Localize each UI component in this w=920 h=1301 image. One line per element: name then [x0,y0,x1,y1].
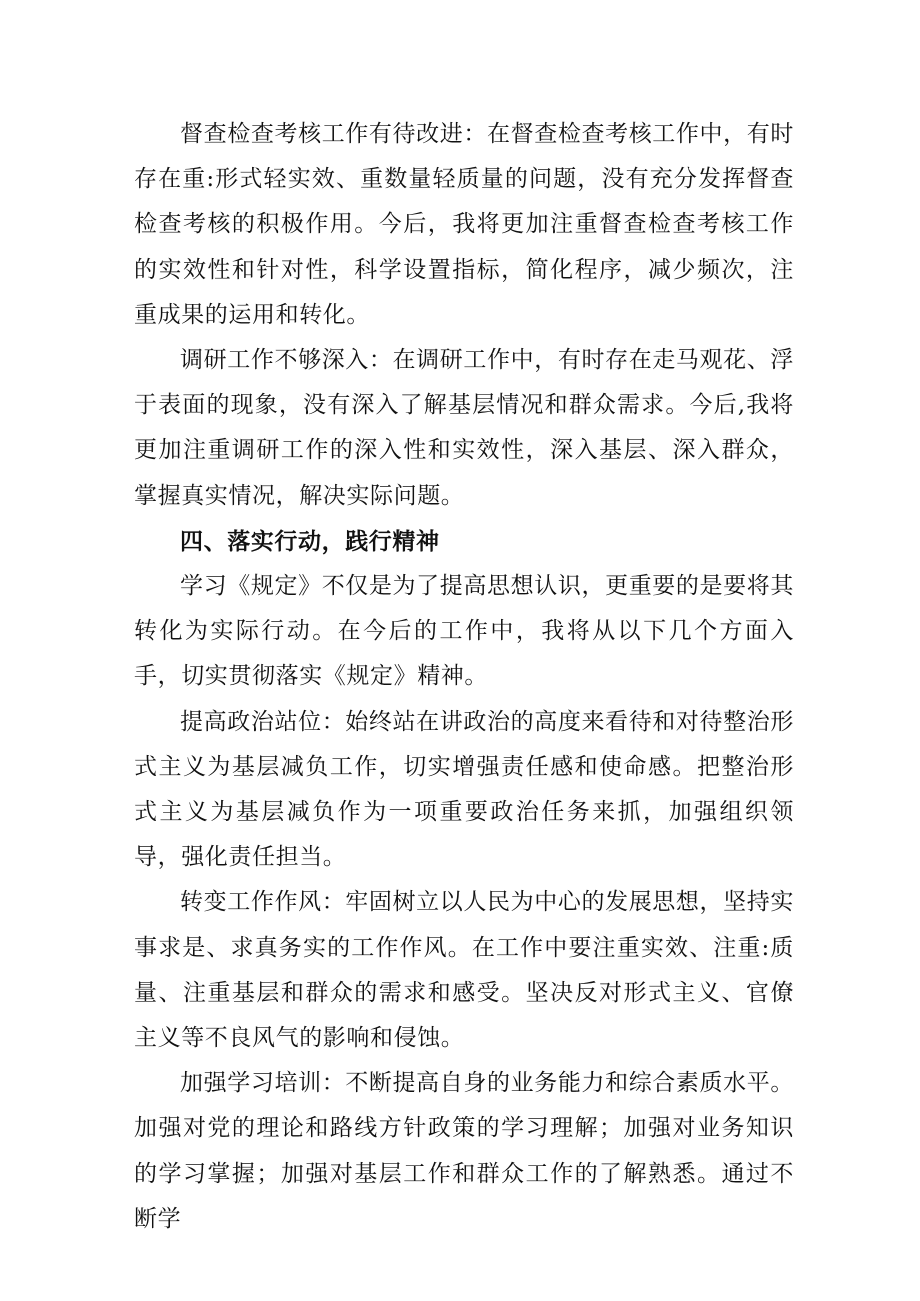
paragraph-work-style: 转变工作作风：牢固树立以人民为中心的发展思想，坚持实事求是、求真务实的工作作风。在工作中要注重实效、注重:质量、注重基层和群众的需求和感受。坚决反对形式主义、官僚主义等不良风气的影响和侵蚀。 [134,889,794,1052]
document-body [134,112,794,1242]
paragraph-research-work: 调研工作不够深入：在调研工作中，有时存在走马观花、浮于表面的现象，没有深入了解基层情况和群众需求。今后,我将更加注重调研工作的深入性和实效性，深入基层、深入群众，掌握真实情况，解决实际问题。 [134,347,794,509]
paragraph-supervision-inspection: 督查检查考核工作有待改进：在督查检查考核工作中，有时存在重:形式轻实效、重数量轻质量的问题，没有充分发挥督查检查考核的积极作用。今后，我将更加注重督查检查考核工作的实效性和针对性，科学设置指标，简化程序，减少频次，注重成果的运用和转化。 [134,121,794,328]
paragraph-political-stance: 提高政治站位：始终站在讲政治的高度来看待和对待整治形式主义为基层减负工作，切实增强责任感和使命感。把整治形式主义为基层减负作为一项重要政治任务来抓，加强组织领导，强化责任担当。 [134,708,794,871]
section-heading-four: 四、落实行动，践行精神 [180,527,440,555]
paragraph-study-training: 加强学习培训：不断提高自身的业务能力和综合素质水平。加强对党的理论和路线方针政策的学习理解；加强对业务知识的学习掌握；加强对基层工作和群众工作的了解熟悉。通过不断学 [134,1070,794,1232]
paragraph-study-regulations: 学习《规定》不仅是为了提高思想认识，更重要的是要将其转化为实际行动。在今后的工作中，我将从以下几个方面入手，切实贯彻落实《规定》精神。 [134,573,794,690]
